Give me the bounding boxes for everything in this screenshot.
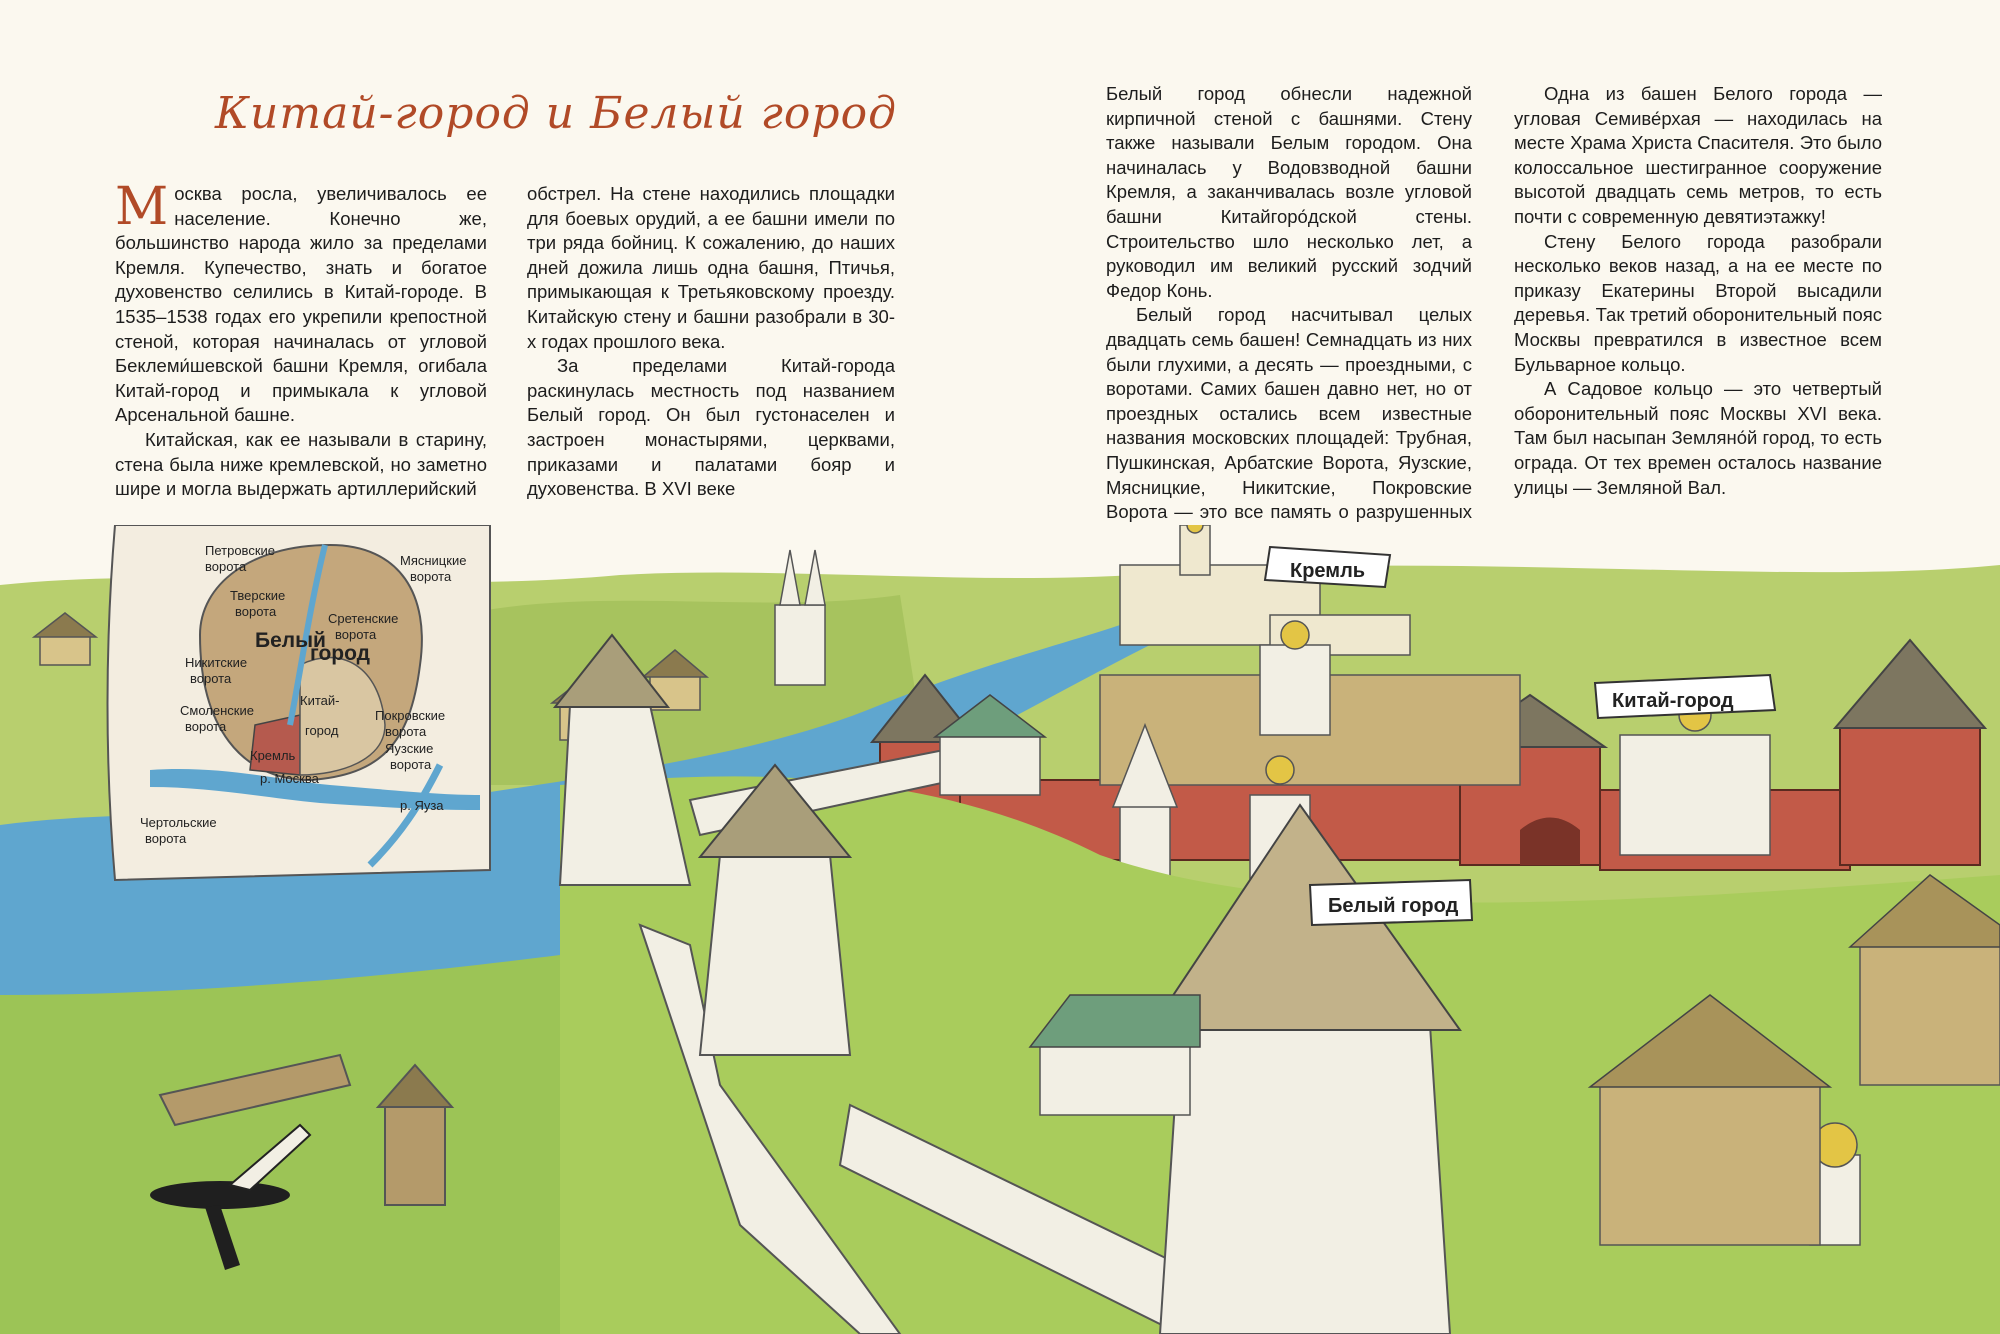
map-label-big: город	[310, 642, 371, 665]
map-label: р. Яуза	[400, 798, 444, 813]
label-flag-kremlin	[1265, 547, 1390, 587]
map-label: ворота	[145, 831, 187, 846]
inset-map	[108, 525, 491, 880]
map-label: Чертольские	[140, 815, 217, 830]
flag-label-bely-gorod: Белый город	[1328, 895, 1459, 917]
map-label: Китай-	[300, 693, 340, 708]
map-label: Яузские	[385, 741, 434, 756]
map-label: ворота	[185, 719, 227, 734]
map-label: ворота	[410, 569, 452, 584]
text-column-2	[527, 182, 895, 502]
map-label: Смоленские	[180, 703, 254, 718]
map-label: р. Москва	[260, 771, 319, 786]
paragraph-text: осква росла, увеличивалось ее население. Конечно же, большинство народа жило за пределами Кремля. Купечество, знать и богатое духовенство селились в Китай-городе. В 1535–1538 годах его укрепили крепостной стеной, которая начиналась от угловой Беклеми́шевской башни Кремля, огибала Китай-город и примыкала к угловой Арсенальной башне.	[115, 183, 487, 426]
paragraph: обстрел. На стене находились площадки для боевых орудий, а ее башни имели по три ряда бойниц. К сожалению, до наших дней дожила лишь одна башня, Птичья, примыкающая к Третьяковскому проезду. Китайскую стену и башни разобрали в 30-х годах прошлого века.	[527, 183, 895, 352]
map-label: ворота	[205, 559, 247, 574]
panorama-illustration	[0, 525, 2000, 1334]
text-column-3	[1106, 82, 1472, 549]
map-label: ворота	[190, 671, 232, 686]
paragraph: Стену Белого города разобрали несколько веков назад, а на ее месте по приказу Екатерины Второй высадили деревья. Так третий оборонительный пояс Москвы превратился в известное всем Бульварное кольцо.	[1514, 230, 1882, 375]
label-flag-bely-gorod	[1310, 880, 1472, 925]
paragraph	[115, 177, 487, 428]
paragraph: Белый город обнесли надежной кирпичной стеной с башнями. Стену также называли Белым городом. Она начиналась у Водовзводной башни Кремля, а заканчивалась возле угловой башни Китайгоро́дской стены. Строительство шло несколько лет, а руководил им великий русский зодчий Федор Конь.	[1106, 83, 1472, 301]
paragraph: Белый город насчитывал целых двадцать семь башен! Семнадцать из них были глухими, а десять — проездными, с воротами. Самих башен давно нет, но от проездных остались всем известные названия московских площадей: Трубная, Пушкинская, Арбатские Ворота, Яузские, Мясницкие, Никитские, Покровские Ворота — это все память о разрушенных	[1106, 304, 1472, 523]
map-label: Никитские	[185, 655, 248, 670]
map-label: Петровские	[205, 543, 275, 558]
text-column-4	[1514, 82, 1882, 500]
map-label: Кремль	[250, 748, 296, 763]
label-flag-kitay-gorod	[1595, 675, 1775, 718]
map-label: город	[305, 723, 339, 738]
map-label: ворота	[385, 724, 427, 739]
flag-label-kitay-gorod: Китай-город	[1612, 690, 1734, 712]
page-title: Китай-город и Белый город	[215, 88, 897, 139]
map-label-big: Белый	[255, 629, 326, 652]
flag-label-kremlin: Кремль	[1290, 560, 1366, 582]
map-label: Сретенские	[328, 611, 399, 626]
map-label: Мясницкие	[400, 553, 467, 568]
paragraph: За пределами Китай-города раскинулась местность под названием Белый город. Он был густонаселен и застроен монастырями, церквами, приказами и палатами бояр и духовенства. В XVI веке	[527, 355, 895, 500]
map-label: ворота	[390, 757, 432, 772]
paragraph: А Садовое кольцо — это четвертый оборонительный пояс Москвы XVI века. Там был насыпан Земляно́й город, то есть ограда. От тех времен осталось название улицы — Земляной Вал.	[1514, 378, 1882, 498]
map-label: Тверские	[230, 588, 286, 603]
paragraph: Одна из башен Белого города — угловая Семиве́рхая — находилась на месте Храма Христа Спасителя. Это было колоссальное шестигранное сооружение высотой двадцать семь метров, то есть почти с современную девятиэтажку!	[1514, 83, 1882, 227]
text-column-1	[115, 177, 487, 502]
map-label: ворота	[335, 627, 377, 642]
map-label: Покровские	[375, 708, 446, 723]
map-label: ворота	[235, 604, 277, 619]
paragraph: Китайская, как ее называли в старину, стена была ниже кремлевской, но заметно шире и могла выдержать артиллерийский	[115, 428, 487, 500]
drop-cap: М	[115, 177, 169, 237]
